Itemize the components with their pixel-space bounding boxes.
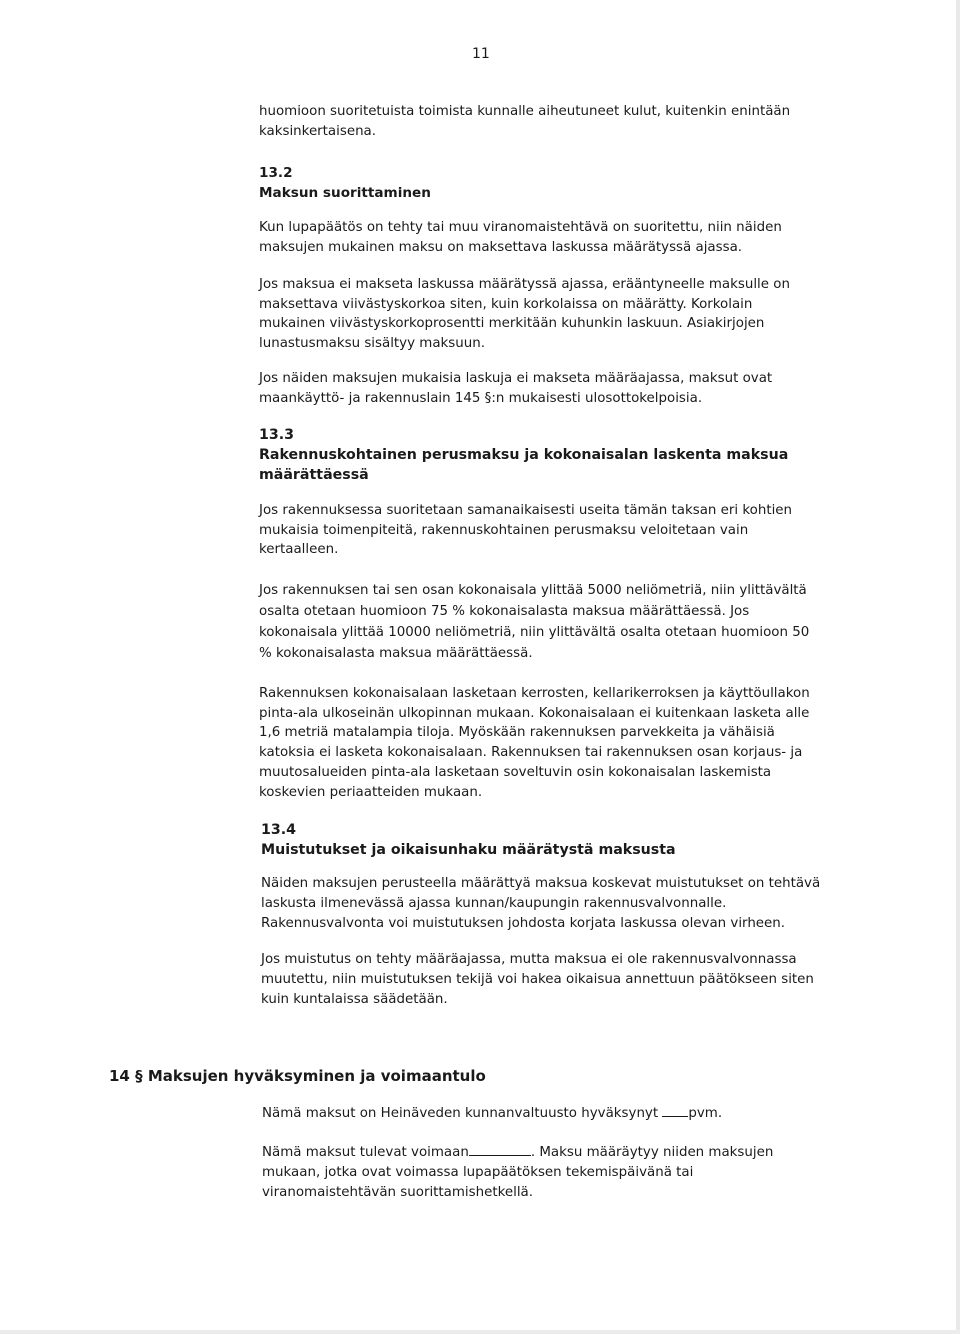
text-line: Rakennuksen kokonaisalaan lasketaan kerrosten, kellarikerroksen ja käyttöullakon <box>259 686 810 701</box>
date-blank <box>662 1103 688 1117</box>
text-line <box>262 1103 722 1124</box>
text-line: muutettu, niin muistutuksen tekijä voi hakea oikaisua annettuun päätökseen siten <box>261 972 814 987</box>
paragraph <box>262 1142 773 1203</box>
text-line: Jos näiden maksujen mukaisia laskuja ei makseta määräajassa, maksut ovat <box>259 371 773 386</box>
effective-text: Nämä maksut tulevat voimaan <box>262 1145 469 1160</box>
text-line: mukaan, jotka ovat voimassa lupapäätöksen tekemispäivänä tai <box>262 1165 694 1180</box>
approval-line <box>262 1103 722 1124</box>
text-line: viranomaistehtävän suorittamishetkellä. <box>262 1185 534 1200</box>
text-line: koskevien periaatteiden mukaan. <box>259 784 483 800</box>
section-number: 13.4 <box>261 822 297 838</box>
text-line: huomioon suoritetuista toimista kunnalle aiheutuneet kulut, kuitenkin enintään <box>259 104 791 119</box>
scan-edge <box>0 1330 960 1334</box>
text-line: lunastusmaksu sisältyy maksuun. <box>259 335 485 351</box>
text-line: Näiden maksujen perusteella määrättyä maksua koskevat muistutukset on tehtävä <box>261 876 821 891</box>
section-title: 14 § Maksujen hyväksyminen ja voimaantulo <box>109 1067 486 1085</box>
section-heading-13-3 <box>259 425 788 485</box>
text-line: % kokonaisalasta maksua määrättäessä. <box>259 646 533 661</box>
paragraph <box>259 684 810 802</box>
approval-text: Nämä maksut on Heinäveden kunnanvaltuusto hyväksynyt <box>262 1106 663 1121</box>
text-line: katoksia ei lasketa kokonaisalaan. Rakennuksen tai rakennuksen osan korjaus- ja <box>259 745 803 761</box>
text-line: maksettava viivästyskorkoa siten, kuin korkolaissa on määrätty. Korkolain <box>259 296 753 312</box>
text-line: 1,6 metriä matalampia tiloja. Myöskään rakennuksen parvekkeita ja vähäisiä <box>259 725 775 741</box>
approval-suffix: pvm. <box>688 1106 723 1121</box>
text-line: kuin kuntalaissa säädetään. <box>261 992 448 1007</box>
section-title: Muistutukset ja oikaisunhaku määrätystä maksusta <box>261 842 676 858</box>
section-title: Maksun suorittaminen <box>259 185 431 201</box>
text-line: Kun lupapäätös on tehty tai muu viranomaistehtävä on suoritettu, niin näiden <box>259 220 782 235</box>
section-heading-14 <box>109 1067 486 1087</box>
effective-suffix: . Maksu määräytyy niiden maksujen <box>530 1145 774 1160</box>
intro-paragraph <box>259 102 790 141</box>
section-title: Rakennuskohtainen perusmaksu ja kokonaisalan laskenta maksua <box>259 447 789 463</box>
text-line: mukaisia toimenpiteitä, rakennuskohtainen perusmaksu veloitetaan vain <box>259 522 749 538</box>
text-line: kertaalleen. <box>259 542 339 557</box>
paragraph <box>259 275 790 353</box>
section-heading-13-2 <box>259 163 431 203</box>
text-line: maksujen mukainen maksu on maksettava laskussa määrätyssä ajassa. <box>259 239 743 255</box>
section-number: 13.3 <box>259 427 295 443</box>
text-line: Jos rakennuksessa suoritetaan samanaikaisesti useita tämän taksan eri kohtien <box>259 503 793 518</box>
paragraph <box>261 874 820 934</box>
text-line: kokonaisala ylittää 10000 neliömetriä, niin ylittävältä osalta otetaan huomioon 50 <box>259 625 810 640</box>
paragraph <box>259 369 772 408</box>
text-line: Rakennusvalvonta voi muistutuksen johdosta korjata laskussa olevan virheen. <box>261 916 786 931</box>
text-line: mukainen viivästyskorkoprosentti merkitään kuhunkin laskuun. Asiakirjojen <box>259 316 765 331</box>
text-line: osalta otetaan huomioon 75 % kokonaisalasta maksua määrättäessä. Jos <box>259 604 750 619</box>
paragraph <box>259 580 809 664</box>
text-line: muutosalueiden pinta-ala lasketaan soveltuvin osin kokonaisalan laskemista <box>259 764 772 780</box>
page-number: 11 <box>472 46 490 62</box>
text-line: kaksinkertaisena. <box>259 123 377 139</box>
paragraph <box>259 501 792 560</box>
date-blank <box>469 1142 531 1156</box>
text-line: pinta-ala ulkoseinän ulkopinnan mukaan. Kokonaisalaan ei kuitenkaan lasketa alle <box>259 705 810 721</box>
text-line: Jos maksua ei makseta laskussa määrätyssä ajassa, erääntyneelle maksulle on <box>259 277 790 292</box>
text-line: maankäyttö- ja rakennuslain 145 §:n mukaisesti ulosottokelpoisia. <box>259 390 703 406</box>
text-line: laskusta ilmenevässä ajassa kunnan/kaupungin rakennusvalvonnalle. <box>261 896 727 911</box>
section-title: määrättäessä <box>259 467 369 483</box>
text-line: Jos rakennuksen tai sen osan kokonaisala ylittää 5000 neliömetriä, niin ylittävältä <box>259 583 807 598</box>
paragraph <box>259 218 782 257</box>
text-line: Jos muistutus on tehty määräajassa, mutta maksua ei ole rakennusvalvonnassa <box>261 952 797 967</box>
scan-edge <box>956 0 960 1334</box>
section-number: 13.2 <box>259 165 293 181</box>
paragraph <box>261 950 814 1010</box>
text-line <box>262 1142 773 1163</box>
section-heading-13-4 <box>261 820 676 860</box>
